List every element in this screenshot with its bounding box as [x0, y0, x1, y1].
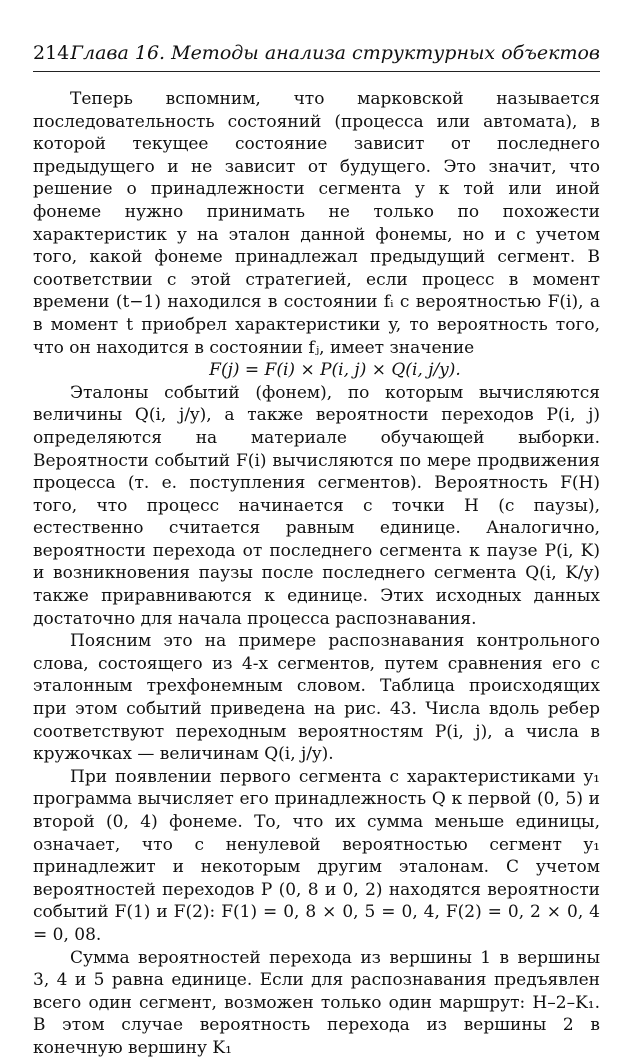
paragraph-example: Поясним это на примере распознавания контрольного слова, состоящего из 4-х сегментов, путем сравнения его с эталонным трехфонемным словом. Таблица происходящих при этом событий приведена на рис. 43. Числа вдоль ребер соответствуют переходным вероятностям P(i, j), а числа в кружочках — величинам Q(i, j/y).: [33, 631, 600, 765]
paragraph-markov: Теперь вспомним, что марковской называется последовательность состояний (процесса или автомата), в которой текущее состояние зависит от последнего предыдущего и не зависит от будущего. Это значит, что решение о принадлежности сегмента y к той или иной фонеме нужно принимать не только по похожести характеристик y на эталон данной фонемы, но и с учетом того, какой фонеме принадлежал предыдущий сегмент. В соответствии с этой стратегией, если процесс в момент времени (t−1) находился в состоянии fᵢ с вероятностью F(i), а в момент t приобрел характеристики y, то вероятность того, что он находится в состоянии fⱼ, имеет значение: [33, 89, 600, 358]
page-body: [33, 88, 600, 1060]
formula: F(j) = F(i) × P(i, j) × Q(i, j/y).: [209, 360, 461, 381]
page-number: 214: [33, 42, 70, 64]
paragraph-sum: Сумма вероятностей перехода из вершины 1 в вершины 3, 4 и 5 равна единице. Если для распознавания предъявлен всего один сегмент, возможен только один маршрут: H–2–K₁. В этом случае вероятность перехода из вершины 2 в конечную вершину K₁: [33, 947, 600, 1058]
running-header: [33, 42, 600, 68]
chapter-title: Глава 16. Методы анализа структурных объектов: [70, 42, 600, 64]
paragraph-etalons: Эталоны событий (фонем), по которым вычисляются величины Q(i, j/y), а также вероятности переходов P(i, j) определяются на материале обучающей выборки. Вероятности событий F(i) вычисляются по мере продвижения процесса (т. е. поступления сегментов). Вероятность F(H) того, что процесс начинается с точки H (с паузы), естественно считается равным единице. Аналогично, вероятности перехода от последнего сегмента к паузе P(i, K) и возникновения паузы после последнего сегмента Q(i, K/y) также приравниваются к единице. Этих исходных данных достаточно для начала процесса распознавания.: [33, 382, 600, 629]
paragraph-first-segment: При появлении первого сегмента с характеристиками y₁ программа вычисляет его принадлежность Q к первой (0, 5) и второй (0, 4) фонеме. То, что их сумма меньше единицы, означает, что с ненулевой вероятностью сегмент y₁ принадлежит и некоторым другим эталонам. С учетом вероятностей переходов P (0, 8 и 0, 2) находятся вероятности событий F(1) и F(2): F(1) = 0, 8 × 0, 5 = 0, 4, F(2) = 0, 2 × 0, 4 = 0, 08.: [33, 766, 600, 945]
header-rule: [33, 71, 600, 72]
